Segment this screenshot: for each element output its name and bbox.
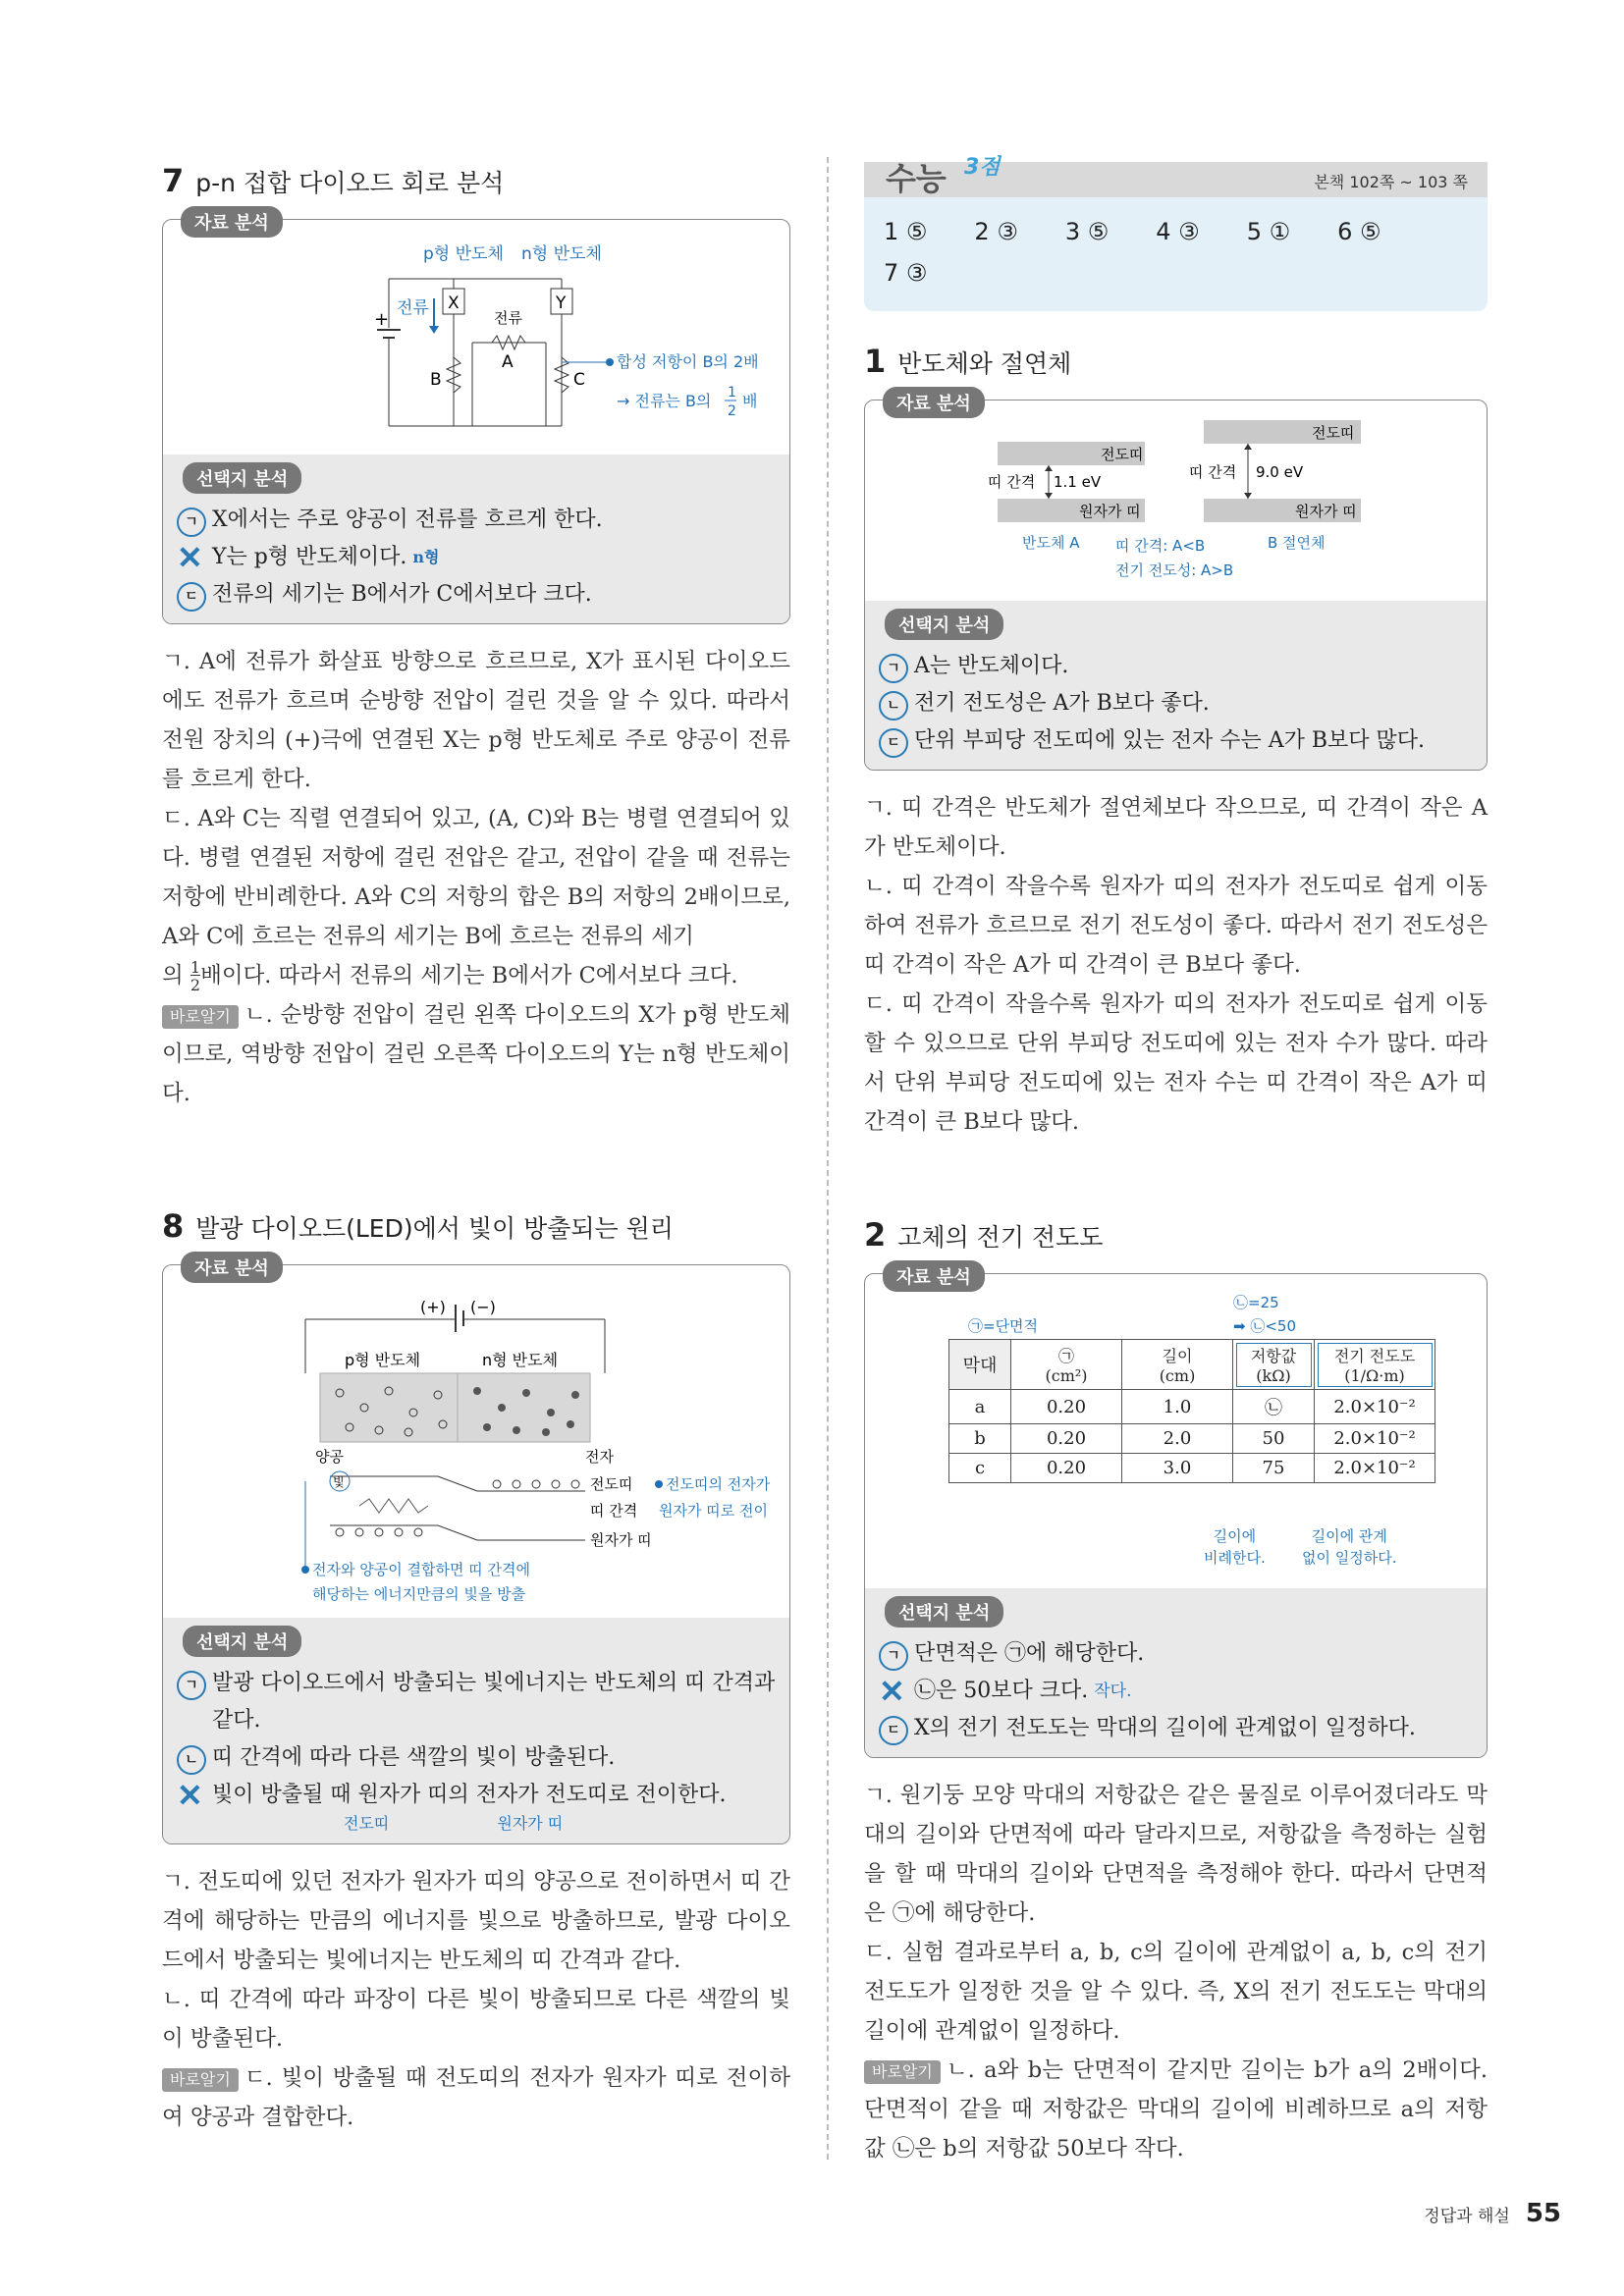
q7-para1: ㄱ. A에 전류가 화살표 방향으로 흐르므로, X가 표시된 다이오드에도 전류가 흐르며 순방향 전압이 걸린 것을 알 수 있다. 따라서 전원 장치의 (+)극에 연결된 X는 p형 반도체로 주로 양공이 전류를 흐르게 한다. [162, 649, 790, 792]
q8-fig-minus: (−) [470, 1298, 496, 1316]
q8-fig-note1: 전도띠의 전자가 [666, 1475, 771, 1493]
q7-fig-Y: Y [556, 294, 567, 313]
q7-data-tag: 자료 분석 [181, 206, 283, 238]
q2-cell-c-rod: c [949, 1454, 1011, 1483]
q2-cell-a-conductivity: 2.0×10⁻² [1315, 1390, 1435, 1424]
q1-fig-valB: 9.0 eV [1256, 463, 1304, 481]
footer-label: 정답과 해설 [1424, 2207, 1510, 2226]
q2-title [864, 1216, 1488, 1254]
q8-fig-note2: 원자가 띠로 전이 [659, 1502, 768, 1520]
q8-choice-1-mark: ㄱ [177, 1671, 206, 1700]
q8-fig-note4: 해당하는 에너지만큼의 빛을 방출 [312, 1585, 526, 1603]
q7-fig-plus: + [374, 309, 390, 330]
q1-title-text: 반도체와 절연체 [897, 349, 1072, 378]
q2-para3 [864, 2051, 1488, 2168]
q1-choice-3-mark: ㄷ [879, 728, 908, 758]
q2-choice-1 [879, 1635, 1473, 1673]
answer-row-1 [884, 211, 1468, 252]
q2-para3-text: ㄴ. a와 b는 단면적이 같지만 길이는 b가 a의 2배이다. 단면적이 같을 때 저항값은 막대의 길이에 비례하므로 a의 저항값 ㉡은 b의 저항값 50보다 작다. [864, 2057, 1488, 2162]
q7-choice-3 [177, 576, 776, 614]
q2-note-l1: ㉡=25 [1233, 1294, 1279, 1311]
q2-choice-3-text: X의 전기 전도도는 막대의 길이에 관계없이 일정하다. [914, 1716, 1416, 1740]
q8-explanation [162, 1862, 790, 2137]
q1-choice-1 [879, 648, 1473, 685]
q2-cell-c-conductivity: 2.0×10⁻² [1315, 1454, 1435, 1483]
q1-choice-analysis [865, 601, 1487, 770]
q8-fix1: 전도띠 [344, 1814, 390, 1833]
q8-choice-2 [177, 1739, 776, 1777]
q7-para2b-pre: 의 [162, 963, 184, 988]
q2-note-r [1204, 1525, 1266, 1569]
q2-cell-b-resistance: 50 [1233, 1424, 1315, 1454]
q7-number: 7 [162, 162, 185, 199]
q7-fig-X: X [448, 294, 460, 313]
q7-choice-analysis [163, 454, 789, 623]
answer-3: 3 ⑤ [1064, 218, 1110, 245]
q8-choice-tag: 선택지 분석 [183, 1626, 301, 1657]
q1-para3: ㄷ. 띠 간격이 작을수록 원자가 띠의 전자가 전도띠로 쉽게 이동할 수 있으므로 단위 부피당 전도띠에 있는 전자 수가 많다. 따라서 단위 부피당 전도띠에 있는 전자 수는 띠 간격이 작은 A가 띠 간격이 큰 B보다 많다. [864, 991, 1488, 1135]
q7-para3-text: ㄴ. 순방향 전압이 걸린 왼쪽 다이오드의 X가 p형 반도체이므로, 역방향 전압이 걸린 오른쪽 다이오드의 Y는 n형 반도체이다. [162, 1002, 790, 1106]
q2-number: 2 [864, 1216, 887, 1254]
page-number: 55 [1525, 2199, 1561, 2228]
q2-choice-2-text: ㉡은 50보다 크다. [914, 1679, 1089, 1703]
q7-choice-1-mark: ㄱ [177, 507, 206, 537]
suneung-answer-grid [864, 197, 1488, 311]
q2-box [864, 1267, 1488, 1758]
q2-th-conductivity: 전기 전도도 (1/Ω·m) [1315, 1340, 1435, 1390]
q8-fig-n: n형 반도체 [482, 1351, 559, 1369]
q1-title [864, 343, 1488, 380]
q7-fig-note3: 배 [742, 392, 758, 410]
q2-choice-tag: 선택지 분석 [885, 1596, 1003, 1628]
q2-note-r1: 길이에 [1213, 1527, 1257, 1545]
q2-note-c2: 없이 일정하다. [1302, 1549, 1397, 1567]
q2-note-area: ㉠=단면적 [968, 1317, 1039, 1335]
q7-choice-3-mark: ㄷ [177, 582, 206, 612]
q7-fig-current1: 전류 [397, 298, 429, 318]
q2-title-text: 고체의 전기 전도도 [897, 1223, 1104, 1252]
q7-choice-tag: 선택지 분석 [183, 462, 301, 494]
q8-fig-hole: 양공 [315, 1448, 344, 1466]
q8-data-tag: 자료 분석 [181, 1252, 283, 1283]
q7-fig-A: A [502, 352, 514, 372]
q1-fig-cbA: 전도띠 [1101, 446, 1144, 463]
q7-choice-3-text: 전류의 세기는 B에서가 C에서보다 크다. [212, 582, 592, 607]
q2-th-resistance: 저항값 (kΩ) [1233, 1340, 1315, 1390]
q1-fig-cmp1: 띠 간격: A<B [1115, 537, 1206, 555]
q8-para1: ㄱ. 전도띠에 있던 전자가 원자가 띠의 양공으로 전이하면서 띠 간격에 해당하는 만큼의 에너지를 빛으로 방출하므로, 발광 다이오드에서 방출되는 빛에너지는 반도체의 띠 간격과 같다. [162, 1869, 790, 1973]
q2-note-c1: 길이에 관계 [1311, 1527, 1387, 1545]
table-row [949, 1390, 1435, 1424]
q7-fix-badge: 바로알기 [162, 1005, 239, 1029]
q7-para2: ㄷ. A와 C는 직렬 연결되어 있고, (A, C)와 B는 병렬 연결되어 있다. 병렬 연결된 저항에 걸린 전압은 같고, 전압이 같을 때 전류는 저항에 반비례한다. A와 C의 저항의 합은 B의 저항의 2배이므로, A와 C에 흐르는 전류의 세기는 B에 흐르는 전류의 세기 [162, 806, 790, 949]
q2-fix-badge: 바로알기 [864, 2060, 941, 2084]
q8-choice-3-text: 빛이 방출될 때 원자가 띠의 전자가 전도띠로 전이한다. [212, 1783, 727, 1807]
q7-fig-note2: → 전류는 B의 [617, 392, 712, 410]
q7-fig-B: B [430, 370, 442, 390]
q1-choice-2-mark: ㄴ [879, 691, 908, 721]
q1-para2: ㄴ. 띠 간격이 작을수록 원자가 띠의 전자가 전도띠로 쉽게 이동하여 전류가 흐르므로 전기 전도성이 좋다. 따라서 전기 전도성은 띠 간격이 작은 A가 띠 간격이 큰 B보다 좋다. [864, 874, 1488, 978]
q7-fig-note1: 합성 저항이 B의 2배 [617, 352, 759, 371]
answer-4: 4 ③ [1156, 218, 1200, 245]
q2-th-area: ㉠ (cm²) [1011, 1340, 1122, 1390]
answer-5: 5 ① [1246, 218, 1291, 245]
q2-figure [865, 1274, 1487, 1588]
q8-choice-3-xmark-icon: ✕ [177, 1777, 203, 1814]
table-row [949, 1424, 1435, 1454]
q7-fig-half-den: 2 [728, 403, 736, 419]
q2-cell-b-area: 0.20 [1011, 1424, 1122, 1454]
q2-choice-1-text: 단면적은 ㉠에 해당한다. [914, 1641, 1145, 1666]
q1-fig-labelA: 반도체 A [1022, 534, 1080, 552]
answer-6: 6 ⑤ [1337, 218, 1381, 245]
q8-led-figure [163, 1265, 787, 1614]
page-footer [1424, 2199, 1561, 2228]
q8-choice-3 [177, 1777, 776, 1814]
q2-cell-a-length: 1.0 [1122, 1390, 1233, 1424]
q2-choice-1-mark: ㄱ [879, 1641, 908, 1671]
q7-choice-1 [177, 502, 776, 539]
q2-para2: ㄷ. 실험 결과로부터 a, b, c의 길이에 관계없이 a, b, c의 전기 전도도가 일정한 것을 알 수 있다. 즉, X의 전기 전도도는 막대의 길이에 관계없이 일정하다. [864, 1940, 1488, 2044]
q7-choice-1-text: X에서는 주로 양공이 전류를 흐르게 한다. [212, 507, 603, 532]
suneung-logo2: 3점 [964, 155, 1001, 180]
q1-choice-2 [879, 685, 1473, 722]
q7-explanation [162, 642, 790, 1113]
q2-cell-c-length: 3.0 [1122, 1454, 1233, 1483]
q8-fig-electron: 전자 [585, 1448, 614, 1466]
q2-table-header [949, 1340, 1435, 1390]
q7-choice-2-fix: n형 [412, 548, 440, 566]
q2-choice-2-xmark-icon: ✕ [879, 1673, 905, 1710]
q8-fix2: 원자가 띠 [497, 1814, 564, 1833]
q8-box [162, 1258, 790, 1844]
answer-1: 1 ⑤ [884, 218, 928, 245]
q8-choice-1 [177, 1665, 776, 1739]
q1-band-figure [865, 400, 1485, 597]
suneung-logo: 수능 [886, 160, 947, 197]
q2-choice-3-mark: ㄷ [879, 1716, 908, 1745]
q1-choice-1-text: A는 반도체이다. [914, 654, 1069, 678]
q2-note-l2: ➡ ㉡<50 [1233, 1317, 1296, 1335]
suneung-header [864, 155, 1488, 197]
answer-row-2 [884, 252, 1468, 294]
suneung-answers [864, 155, 1488, 311]
q8-fig-cb: 전도띠 [590, 1475, 633, 1493]
q1-fig-valA: 1.1 eV [1054, 473, 1102, 491]
answer-7: 7 ③ [884, 259, 928, 287]
answer-2: 2 ③ [974, 218, 1018, 245]
q1-choice-3 [879, 722, 1473, 760]
q7-choice-2-xmark-icon: ✕ [177, 539, 203, 576]
q8-choice-2-mark: ㄴ [177, 1745, 206, 1775]
q8-fig-vb: 원자가 띠 [590, 1531, 652, 1549]
q7-fig-current2: 전류 [494, 309, 522, 327]
q2-th-length: 길이 (cm) [1122, 1340, 1233, 1390]
q8-fig-note3: 전자와 양공이 결합하면 띠 간격에 [312, 1561, 530, 1578]
q8-fig-light: 빛 [333, 1475, 345, 1489]
q7-half-fraction [190, 959, 200, 994]
q2-choice-2 [879, 1673, 1473, 1710]
q8-fig-p: p형 반도체 [345, 1351, 421, 1369]
q8-choice-2-text: 띠 간격에 따라 다른 색깔의 빛이 방출된다. [212, 1745, 616, 1770]
column-divider [827, 157, 829, 2160]
q1-choice-tag: 선택지 분석 [885, 609, 1003, 640]
q8-number: 8 [162, 1207, 185, 1245]
q2-cell-a-area: 0.20 [1011, 1390, 1122, 1424]
q1-explanation [864, 788, 1488, 1142]
left-column [162, 162, 790, 2137]
q8-para3 [162, 2058, 790, 2137]
q8-para2: ㄴ. 띠 간격에 따라 파장이 다른 빛이 방출되므로 다른 색깔의 빛이 방출된다. [162, 1987, 790, 2052]
q2-note-r2: 비례한다. [1204, 1549, 1266, 1567]
q7-fig-half-num: 1 [728, 385, 736, 400]
q2-choice-analysis [865, 1588, 1487, 1757]
q2-explanation [864, 1776, 1488, 2168]
q1-data-tag: 자료 분석 [883, 387, 985, 418]
q1-fig-vbB: 원자가 띠 [1295, 503, 1357, 520]
suneung-page-ref: 본책 102쪽 ~ 103 쪽 [1314, 173, 1468, 191]
q1-fig-cmp2: 전기 전도성: A>B [1115, 561, 1234, 579]
q1-number: 1 [864, 343, 887, 380]
q7-circuit-figure [163, 220, 787, 451]
q1-box [864, 394, 1488, 771]
q7-box [162, 213, 790, 624]
q1-fig-labelB: B 절연체 [1268, 534, 1326, 552]
q7-fig-p: p형 반도체 [423, 244, 504, 264]
q8-title-text: 발광 다이오드(LED)에서 빛이 방출되는 원리 [195, 1214, 674, 1243]
q2-note-c [1302, 1525, 1396, 1569]
q8-title [162, 1207, 790, 1245]
q7-choice-2 [177, 539, 776, 576]
q2-cell-c-area: 0.20 [1011, 1454, 1122, 1483]
q7-para2b-post: 배이다. 따라서 전류의 세기는 B에서가 C에서보다 크다. [200, 963, 738, 988]
q2-cell-b-conductivity: 2.0×10⁻² [1315, 1424, 1435, 1454]
q7-frac-den: 2 [189, 976, 201, 994]
q8-choice-analysis [163, 1618, 789, 1843]
q2-cell-b-rod: b [949, 1424, 1011, 1454]
q2-cell-c-resistance: 75 [1233, 1454, 1315, 1483]
q8-fig-gap: 띠 간격 [590, 1502, 638, 1520]
q1-para1: ㄱ. 띠 간격은 반도체가 절연체보다 작으므로, 띠 간격이 작은 A가 반도체이다. [864, 795, 1488, 860]
q7-para3 [162, 995, 790, 1113]
q2-choice-3 [879, 1710, 1473, 1747]
q8-fix-notes [177, 1814, 776, 1834]
q7-title [162, 162, 790, 199]
q2-data-table [948, 1339, 1435, 1483]
q7-fig-n: n형 반도체 [521, 244, 602, 264]
q1-fig-gapA: 띠 간격 [988, 473, 1036, 491]
q2-cell-b-length: 2.0 [1122, 1424, 1233, 1454]
q2-cell-a-resistance: ㉡ [1233, 1390, 1315, 1424]
q7-title-text: p-n 접합 다이오드 회로 분석 [195, 169, 505, 197]
table-row [949, 1454, 1435, 1483]
q1-choice-2-text: 전기 전도성은 A가 B보다 좋다. [914, 691, 1210, 716]
q8-fix-badge: 바로알기 [162, 2068, 239, 2092]
q1-choice-3-text: 단위 부피당 전도띠에 있는 전자 수는 A가 B보다 많다. [914, 728, 1426, 753]
q2-para1: ㄱ. 원기둥 모양 막대의 저항값은 같은 물질로 이루어졌더라도 막대의 길이와 단면적에 따라 달라지므로, 저항값을 측정하는 실험을 할 때 막대의 길이와 단면적을 측정해야 한다. 따라서 단면적은 ㉠에 해당한다. [864, 1783, 1488, 1926]
q7-para2b [162, 956, 790, 995]
q1-choice-1-mark: ㄱ [879, 654, 908, 683]
q1-fig-cbB: 전도띠 [1312, 424, 1355, 442]
q7-frac-num: 1 [189, 958, 201, 977]
q2-choice-2-fix: 작다. [1094, 1682, 1132, 1701]
q7-choice-2-text: Y는 p형 반도체이다. [212, 545, 407, 569]
q8-choice-1-text: 발광 다이오드에서 방출되는 빛에너지는 반도체의 띠 간격과 같다. [212, 1671, 776, 1733]
q2-th-rod: 막대 [949, 1340, 1011, 1390]
q8-para3-text: ㄷ. 빛이 방출될 때 전도띠의 전자가 원자가 띠로 전이하여 양공과 결합한다. [162, 2065, 790, 2130]
q7-fig-C: C [573, 370, 585, 390]
q2-cell-a-rod: a [949, 1390, 1011, 1424]
q1-fig-vbA: 원자가 띠 [1079, 503, 1141, 520]
right-column [864, 155, 1488, 2168]
q2-data-tag: 자료 분석 [883, 1260, 985, 1292]
q8-fig-plus: (+) [420, 1298, 446, 1316]
q1-fig-gapB: 띠 간격 [1189, 463, 1237, 481]
